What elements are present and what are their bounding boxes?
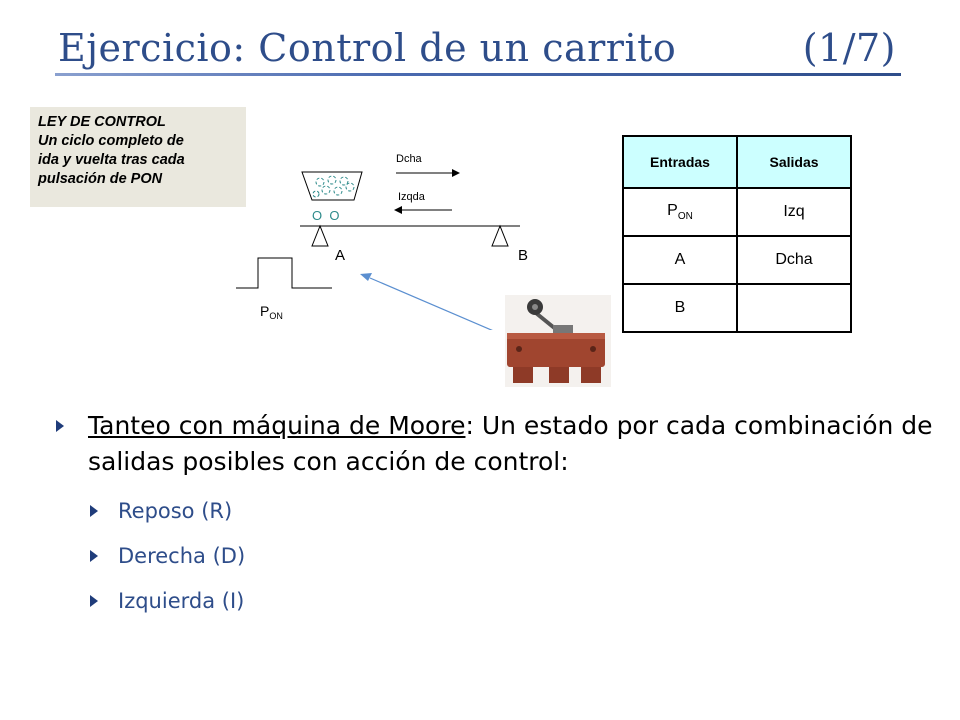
left-arrowhead-icon: [394, 206, 402, 214]
pointer-arrow: [370, 278, 510, 330]
input-cell: $P_{ON}$: [623, 188, 737, 236]
bullet-arrow-icon: [90, 595, 98, 607]
left-direction-label: Izqda: [398, 191, 425, 203]
control-law-line: Un ciclo completo de: [38, 133, 184, 149]
limit-switch-image: [505, 295, 611, 387]
state-item: [56, 498, 936, 524]
support-a: [312, 226, 328, 246]
bullet-list: [56, 408, 936, 633]
bullet-main-text: : Un estado por cada combinación de salidas posibles con acción de control:: [88, 411, 933, 476]
state-list: [56, 498, 936, 614]
cart-wheels: O O: [312, 208, 340, 223]
output-cell: [737, 284, 851, 332]
bullet-arrow-icon: [56, 420, 64, 432]
header-inputs: Entradas: [623, 136, 737, 188]
table-row: [623, 188, 851, 236]
page-indicator: (1/7): [802, 26, 896, 70]
control-law-line: pulsación de PON: [38, 171, 163, 187]
output-cell: Izq: [737, 188, 851, 236]
bullet-arrow-icon: [90, 505, 98, 517]
control-law-box: [30, 107, 246, 207]
moore-term: Tanteo con máquina de Moore: [88, 411, 466, 440]
point-a-label: A: [335, 247, 346, 264]
slide-title: [58, 22, 898, 74]
right-direction-label: Dcha: [396, 153, 422, 165]
bullet-arrow-icon: [90, 550, 98, 562]
table-header-row: [623, 136, 851, 188]
control-law-heading: LEY DE CONTROL: [38, 114, 166, 130]
right-arrowhead-icon: [452, 169, 460, 177]
title-text: Ejercicio: Control de un carrito: [58, 26, 677, 70]
state-label: Izquierda (I): [118, 589, 245, 613]
control-law-line: ida y vuelta tras cada: [38, 152, 185, 168]
point-b-label: B: [518, 247, 529, 264]
pulse-waveform: [236, 258, 332, 288]
table-row: [623, 236, 851, 284]
table-row: [623, 284, 851, 332]
state-label: Derecha (D): [118, 544, 246, 568]
output-cell: Dcha: [737, 236, 851, 284]
io-table: [622, 135, 852, 333]
pulse-label: $P_{ON}$: [260, 303, 283, 321]
state-item: [56, 588, 936, 614]
pointer-arrowhead-icon: [360, 273, 372, 281]
cart-bucket: [302, 172, 362, 200]
state-label: Reposo (R): [118, 499, 233, 523]
cart-load: [313, 176, 354, 197]
title-underline: [55, 73, 901, 76]
support-b: [492, 226, 508, 246]
input-cell: B: [623, 284, 737, 332]
header-outputs: Salidas: [737, 136, 851, 188]
state-item: [56, 543, 936, 569]
bullet-main: [56, 408, 936, 480]
input-cell: A: [623, 236, 737, 284]
